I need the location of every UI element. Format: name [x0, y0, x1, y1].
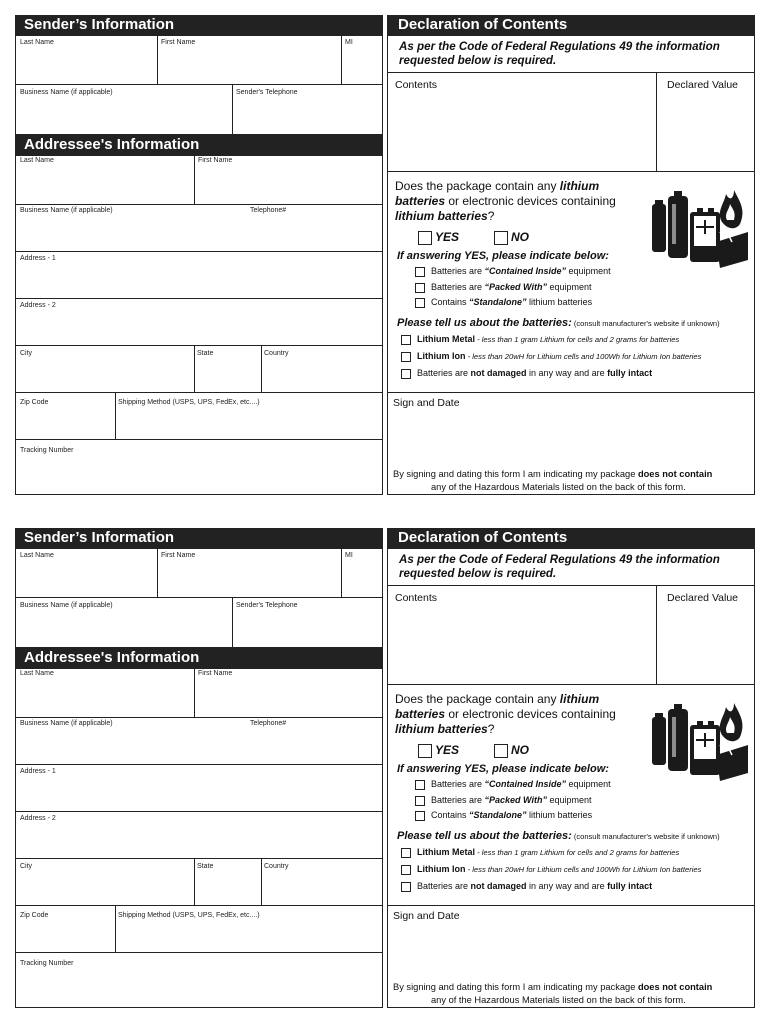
addressee-country-label: Country — [264, 863, 289, 870]
cfr-line-1: As per the Code of Federal Regulations 49 the information — [399, 40, 720, 53]
standalone-checkbox[interactable]: Contains “Standalone” lithium batteries — [415, 297, 592, 308]
addressee-zip-label: Zip Code — [20, 912, 49, 919]
sender-mi-label: MI — [345, 552, 353, 559]
shipping-form-2 — [15, 528, 755, 1008]
cfr-notice — [387, 35, 755, 73]
addressee-shipping-field[interactable] — [115, 905, 383, 953]
tell-batteries-label: Please tell us about the batteries: (consult manufacturer's website if unknown) — [397, 830, 720, 842]
tell-batteries-label: Please tell us about the batteries: (consult manufacturer's website if unknown) — [397, 317, 720, 329]
contents-field[interactable] — [387, 585, 657, 685]
lithium-question-line-2: batteries or electronic devices containing — [395, 707, 616, 721]
battery-fire-icon — [650, 695, 750, 791]
cfr-line-1: As per the Code of Federal Regulations 49 the information — [399, 553, 720, 566]
sender-telephone-field[interactable] — [232, 597, 383, 648]
addressee-first-name-field[interactable] — [194, 155, 383, 205]
lithium-question-line-3: lithium batteries? — [395, 209, 495, 223]
addressee-business-label: Business Name (if applicable) — [20, 207, 113, 214]
sign-note-line-2: any of the Hazardous Materials listed on the back of this form. — [431, 995, 686, 1005]
addressee-city-label: City — [20, 863, 33, 870]
sign-date-label: Sign and Date — [393, 910, 460, 922]
yes-checkbox[interactable]: YES — [418, 230, 459, 245]
addressee-first-name-field[interactable] — [194, 668, 383, 718]
addressee-address1-field[interactable] — [15, 764, 383, 812]
sender-first-name-label: First Name — [161, 39, 196, 46]
cfr-line-2: requested below is required. — [399, 567, 557, 580]
sender-first-name-field[interactable] — [157, 548, 342, 598]
addressee-first-name-label: First Name — [198, 157, 233, 164]
contained-inside-checkbox[interactable]: Batteries are “Contained Inside” equipment — [415, 779, 611, 790]
sign-date-field[interactable] — [387, 392, 755, 495]
addressee-header: Addressee's Information — [15, 648, 383, 668]
addressee-address2-field[interactable] — [15, 811, 383, 859]
addressee-country-field[interactable] — [261, 345, 383, 393]
addressee-telephone-label: Telephone# — [250, 720, 287, 727]
addressee-header: Addressee's Information — [15, 135, 383, 155]
cfr-line-2: requested below is required. — [399, 54, 557, 67]
addressee-business-field[interactable] — [15, 204, 383, 252]
lithium-metal-checkbox[interactable]: Lithium Metal - less than 1 gram Lithium for cells and 2 grams for batteries — [401, 847, 679, 858]
lithium-ion-checkbox[interactable]: Lithium Ion - less than 20wH for Lithium cells and 100Wh for Lithium Ion batteries — [401, 351, 701, 362]
sender-first-name-field[interactable] — [157, 35, 342, 85]
battery-fire-icon — [650, 182, 750, 278]
cfr-notice — [387, 548, 755, 586]
declared-value-field[interactable] — [656, 72, 755, 172]
addressee-address1-label: Address - 1 — [20, 768, 56, 775]
sender-telephone-field[interactable] — [232, 84, 383, 135]
no-checkbox[interactable]: NO — [494, 230, 529, 245]
contents-label: Contents — [395, 79, 438, 91]
sender-business-field[interactable] — [15, 84, 233, 135]
declaration-header: Declaration of Contents — [387, 15, 755, 35]
declaration-header: Declaration of Contents — [387, 528, 755, 548]
addressee-zip-field[interactable] — [15, 392, 116, 440]
sender-first-name-label: First Name — [161, 552, 196, 559]
sender-mi-field[interactable] — [341, 35, 383, 85]
sender-business-label: Business Name (if applicable) — [20, 602, 113, 609]
sign-date-label: Sign and Date — [393, 397, 460, 409]
lithium-section — [387, 171, 755, 393]
addressee-tracking-label: Tracking Number — [20, 960, 74, 967]
sender-mi-field[interactable] — [341, 548, 383, 598]
lithium-question-line-3: lithium batteries? — [395, 722, 495, 736]
addressee-address2-field[interactable] — [15, 298, 383, 346]
sender-business-label: Business Name (if applicable) — [20, 89, 113, 96]
addressee-state-label: State — [197, 863, 214, 870]
sender-header: Sender’s Information — [15, 528, 383, 548]
addressee-city-field[interactable] — [15, 345, 195, 393]
not-damaged-checkbox[interactable]: Batteries are not damaged in any way and are fully intact — [401, 368, 652, 379]
addressee-state-field[interactable] — [194, 858, 262, 906]
declared-value-label: Declared Value — [667, 592, 739, 604]
addressee-address1-field[interactable] — [15, 251, 383, 299]
sender-last-name-label: Last Name — [20, 39, 54, 46]
addressee-shipping-label: Shipping Method (USPS, UPS, FedEx, etc....) — [118, 912, 260, 919]
addressee-zip-field[interactable] — [15, 905, 116, 953]
yes-checkbox[interactable]: YES — [418, 743, 459, 758]
addressee-tracking-label: Tracking Number — [20, 447, 74, 454]
sender-mi-label: MI — [345, 39, 353, 46]
addressee-tracking-field[interactable] — [15, 439, 383, 495]
sign-note-line-1: By signing and dating this form I am indicating my package does not contain — [393, 982, 713, 992]
declared-value-label: Declared Value — [667, 79, 739, 91]
addressee-city-field[interactable] — [15, 858, 195, 906]
addressee-shipping-field[interactable] — [115, 392, 383, 440]
addressee-country-field[interactable] — [261, 858, 383, 906]
packed-with-checkbox[interactable]: Batteries are “Packed With” equipment — [415, 282, 592, 293]
addressee-business-label: Business Name (if applicable) — [20, 720, 113, 727]
shipping-form-1 — [15, 15, 755, 495]
packed-with-checkbox[interactable]: Batteries are “Packed With” equipment — [415, 795, 592, 806]
addressee-last-name-label: Last Name — [20, 670, 54, 677]
addressee-last-name-label: Last Name — [20, 157, 54, 164]
declared-value-field[interactable] — [656, 585, 755, 685]
sender-telephone-label: Sender's Telephone — [236, 89, 298, 96]
addressee-city-label: City — [20, 350, 33, 357]
contents-label: Contents — [395, 592, 438, 604]
lithium-metal-checkbox[interactable]: Lithium Metal - less than 1 gram Lithium for cells and 2 grams for batteries — [401, 334, 679, 345]
lithium-question-line-1: Does the package contain any lithium — [395, 692, 600, 706]
addressee-last-name-field[interactable] — [15, 155, 195, 205]
no-checkbox[interactable]: NO — [494, 743, 529, 758]
if-yes-label: If answering YES, please indicate below: — [397, 763, 609, 775]
addressee-first-name-label: First Name — [198, 670, 233, 677]
lithium-question-line-2: batteries or electronic devices containing — [395, 194, 616, 208]
sender-last-name-field[interactable] — [15, 548, 158, 598]
not-damaged-checkbox[interactable]: Batteries are not damaged in any way and are fully intact — [401, 881, 652, 892]
addressee-state-field[interactable] — [194, 345, 262, 393]
addressee-zip-label: Zip Code — [20, 399, 49, 406]
sender-business-field[interactable] — [15, 597, 233, 648]
addressee-address2-label: Address - 2 — [20, 815, 56, 822]
addressee-last-name-field[interactable] — [15, 668, 195, 718]
standalone-checkbox[interactable]: Contains “Standalone” lithium batteries — [415, 810, 592, 821]
addressee-country-label: Country — [264, 350, 289, 357]
sign-date-field[interactable] — [387, 905, 755, 1008]
lithium-section — [387, 684, 755, 906]
addressee-state-label: State — [197, 350, 214, 357]
sign-note-line-2: any of the Hazardous Materials listed on the back of this form. — [431, 482, 686, 492]
addressee-address2-label: Address - 2 — [20, 302, 56, 309]
addressee-shipping-label: Shipping Method (USPS, UPS, FedEx, etc....) — [118, 399, 260, 406]
lithium-ion-checkbox[interactable]: Lithium Ion - less than 20wH for Lithium cells and 100Wh for Lithium Ion batteries — [401, 864, 701, 875]
sender-last-name-label: Last Name — [20, 552, 54, 559]
contained-inside-checkbox[interactable]: Batteries are “Contained Inside” equipment — [415, 266, 611, 277]
sender-telephone-label: Sender's Telephone — [236, 602, 298, 609]
sign-note-line-1: By signing and dating this form I am indicating my package does not contain — [393, 469, 713, 479]
addressee-business-field[interactable] — [15, 717, 383, 765]
addressee-tracking-field[interactable] — [15, 952, 383, 1008]
sender-header: Sender’s Information — [15, 15, 383, 35]
addressee-telephone-label: Telephone# — [250, 207, 287, 214]
addressee-address1-label: Address - 1 — [20, 255, 56, 262]
sender-last-name-field[interactable] — [15, 35, 158, 85]
lithium-question-line-1: Does the package contain any lithium — [395, 179, 600, 193]
if-yes-label: If answering YES, please indicate below: — [397, 250, 609, 262]
contents-field[interactable] — [387, 72, 657, 172]
